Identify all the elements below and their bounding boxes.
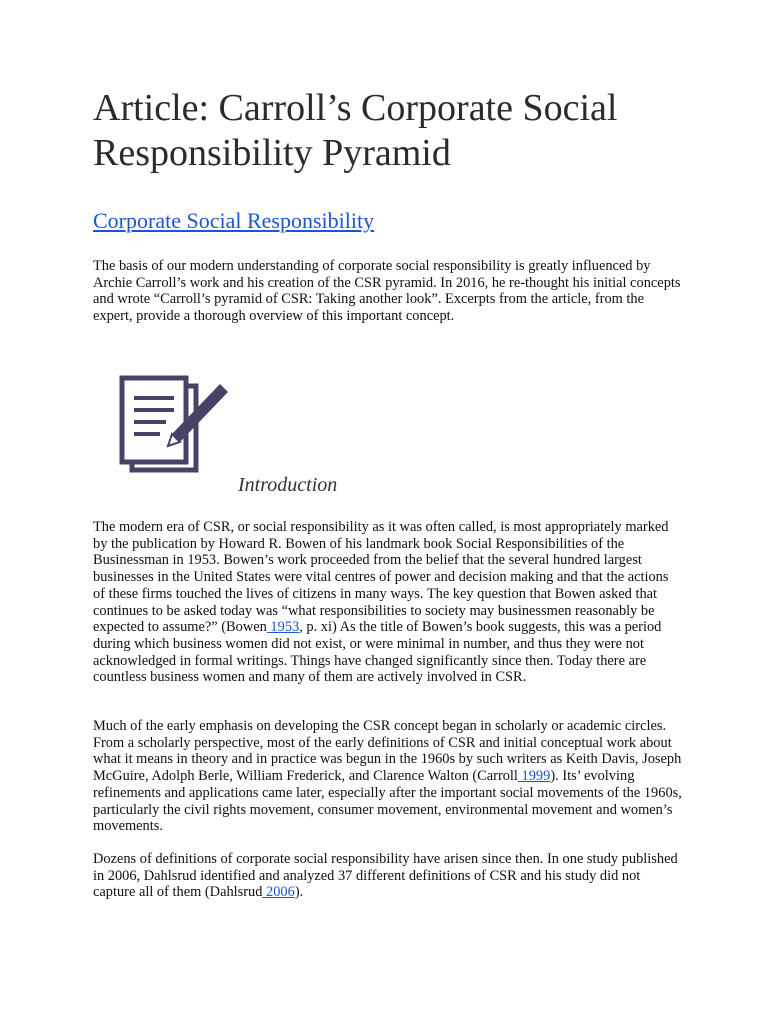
para1-text-b: , p. xi) As the title of Bowen’s book suggests, this was a period during which business women did not exist, or were minimal in number, and thus they were not acknowledged in formal writings. Things have changed significantly since then. Today there are countless business women and many of them are actively involved in CSR.: [93, 619, 662, 686]
body-paragraph-3: [93, 851, 683, 901]
citation-link-1999[interactable]: 1999: [517, 768, 551, 785]
para2-text-b: ). Its’ evolving refinements and applications came later, especially after the important social movements of the 1960s, particularly the civil rights movement, consumer movement, environmental movement and women’s movements.: [93, 768, 682, 835]
para2-text-a: Much of the early emphasis on developing the CSR concept began in scholarly or academic circles. From a scholarly perspective, most of the early definitions of CSR and initial conceptual work about what it means in theory and in practice was begun in the 1960s by such writers as Keith Davis, Joseph McGuire, Adolph Berle, William Frederick, and Clarence Walton (Carroll: [93, 718, 682, 785]
body-paragraph-2: [93, 718, 683, 835]
para1-text-a: The modern era of CSR, or social responsibility as it was often called, is most appropriately marked by the publication by Howard R. Bowen of his landmark book Social Responsibilities of the Businessman in 1953. Bowen’s work proceeded from the belief that the several hundred largest businesses in the United States were vital centres of power and decision making and that the actions of these firms touched the lives of citizens in many ways. The key question that Bowen asked that continues to be asked today was “what responsibilities to society may businessmen reasonably be expected to assume?” (Bowen: [93, 519, 669, 636]
document-pen-icon: [110, 372, 235, 482]
article-title: Article: Carroll’s Corporate Social Responsibility Pyramid: [93, 87, 618, 174]
citation-link-1953[interactable]: 1953: [266, 619, 300, 636]
citation-link-2006[interactable]: 2006: [262, 884, 295, 901]
section-heading-introduction: Introduction: [238, 474, 338, 496]
csr-link[interactable]: Corporate Social Responsibility: [93, 208, 375, 233]
para3-text-b: ).: [294, 884, 304, 901]
para3-text-a: Dozens of definitions of corporate social responsibility have arisen since then. In one study published in 2006, Dahlsrud identified and analyzed 37 different definitions of CSR and his study did not capture all of them (Dahlsrud: [93, 851, 678, 901]
body-paragraph-1: [93, 519, 683, 686]
intro-paragraph: The basis of our modern understanding of corporate social responsibility is greatly influenced by Archie Carroll’s work and his creation of the CSR pyramid. In 2016, he re-thought his initial concepts and wrote “Carroll’s pyramid of CSR: Taking another look”. Excerpts from the article, from the expert, provide a thorough overview of this important concept.: [93, 258, 681, 325]
